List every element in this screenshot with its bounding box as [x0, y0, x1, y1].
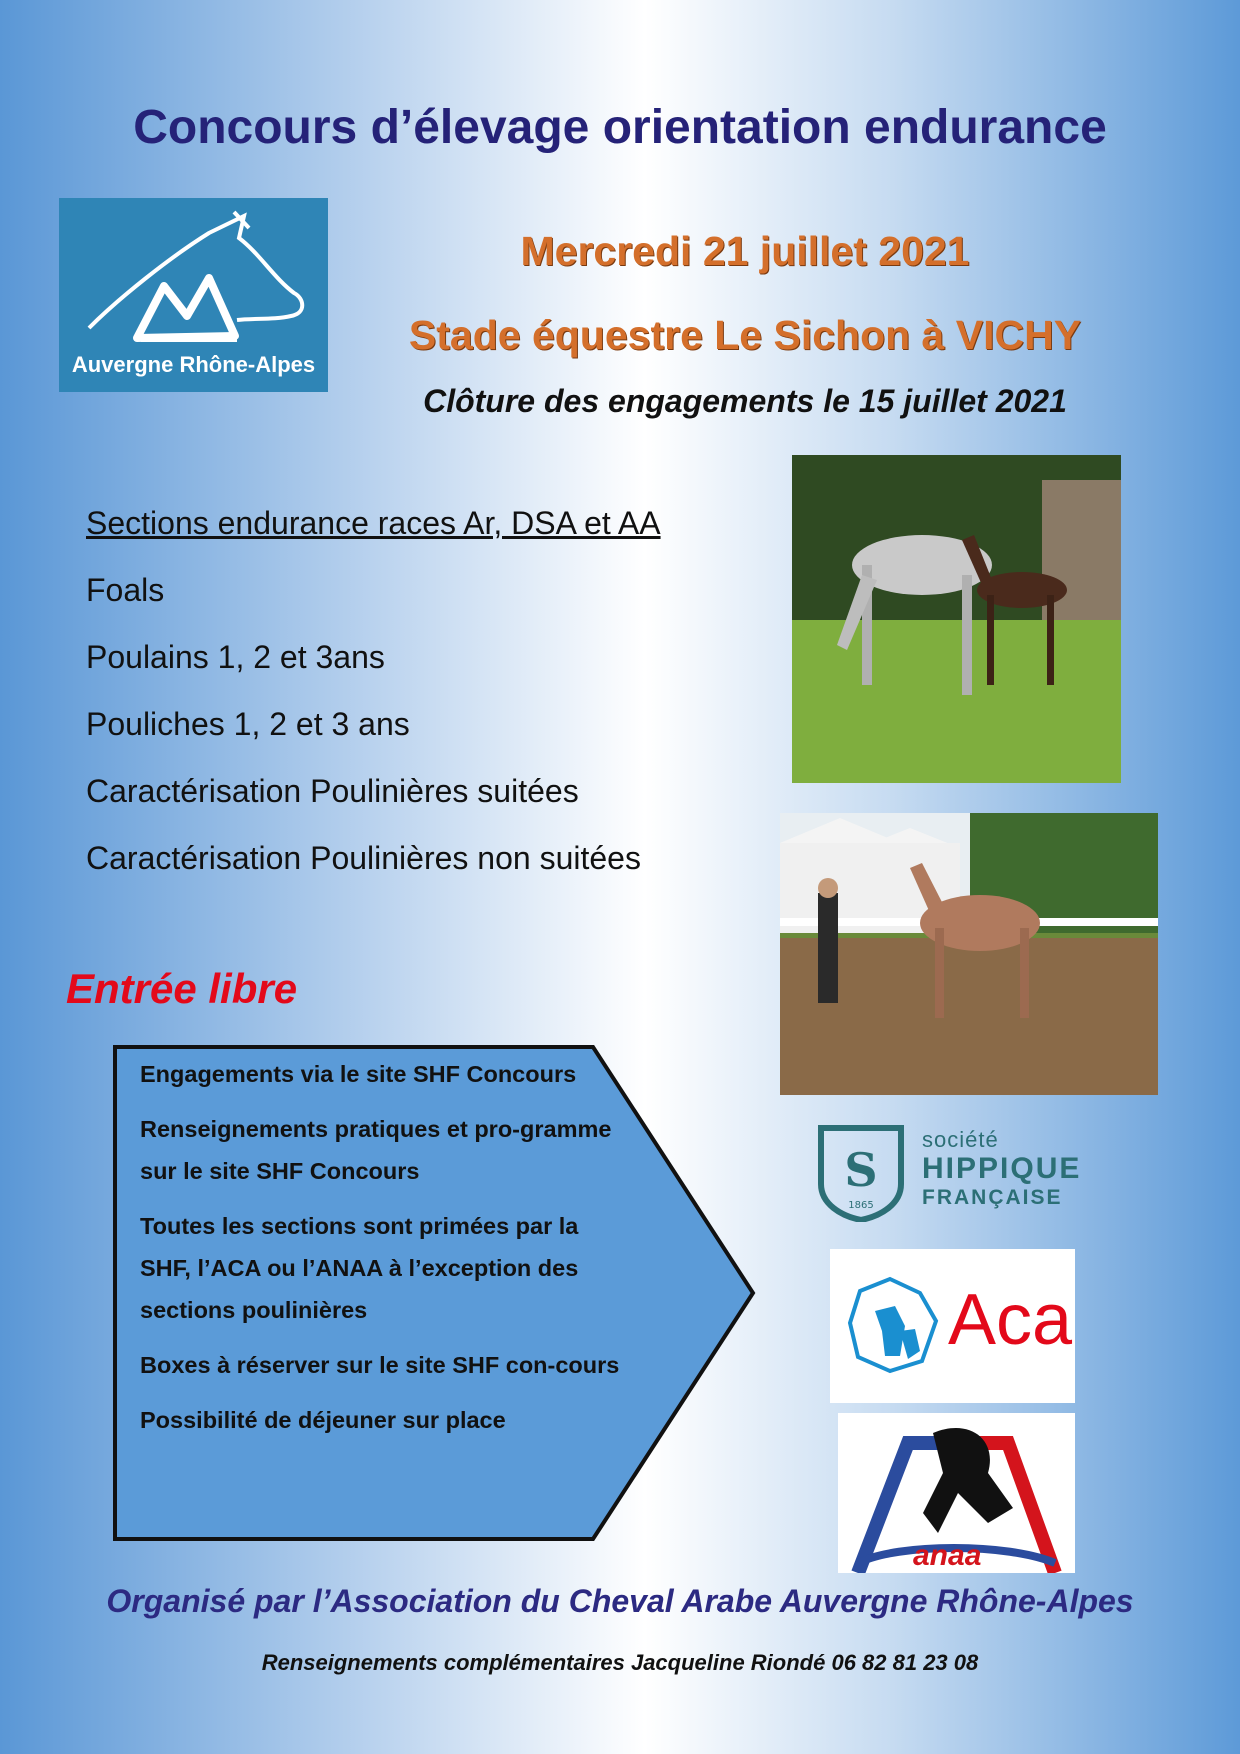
list-item: Caractérisation Poulinières suitées	[86, 773, 579, 809]
info-item: Renseignements pratiques et pro-gramme sur le site SHF Concours	[140, 1116, 612, 1184]
shf-line1: société	[922, 1127, 999, 1152]
event-date: Mercredi 21 juillet 2021	[520, 228, 970, 274]
aca-logo	[830, 1249, 1075, 1403]
shf-line2: HIPPIQUE	[922, 1152, 1082, 1185]
organizer-line: Organisé par l’Association du Cheval Arabe Auvergne Rhône-Alpes	[106, 1583, 1134, 1619]
aca-logo-text: Aca	[948, 1280, 1073, 1360]
sections-heading: Sections endurance races Ar, DSA et AA	[86, 505, 661, 541]
photo-horse-presentation	[780, 813, 1158, 1095]
info-item: Toutes les sections sont primées par la SHF, l’ACA ou l’ANAA à l’exception des sections poulinières	[140, 1213, 579, 1323]
info-item: Boxes à réserver sur le site SHF con-cours	[140, 1352, 620, 1378]
photo-mare-foal	[792, 455, 1121, 783]
contact-line: Renseignements complémentaires Jacqueline Riondé 06 82 81 23 08	[261, 1650, 979, 1675]
shield-icon	[816, 1124, 906, 1222]
shf-monogram: S	[844, 1143, 878, 1197]
shf-logo	[816, 1124, 1101, 1224]
list-item: Foals	[86, 572, 165, 608]
ara-logo-caption: Auvergne Rhône-Alpes	[71, 352, 316, 377]
event-venue: Stade équestre Le Sichon à VICHY	[408, 312, 1082, 358]
list-item: Poulains 1, 2 et 3ans	[86, 639, 385, 675]
info-item: Possibilité de déjeuner sur place	[140, 1407, 506, 1433]
list-item: Pouliches 1, 2 et 3 ans	[86, 706, 410, 742]
france-map-horse-icon	[840, 1271, 950, 1381]
shf-year: 1865	[848, 1200, 874, 1211]
horse-head-icon	[59, 198, 328, 358]
shf-line3: FRANÇAISE	[922, 1186, 1063, 1209]
ara-logo	[59, 198, 328, 392]
anaa-logo	[838, 1413, 1075, 1573]
anaa-logo-text: anaa	[913, 1539, 982, 1572]
info-list	[140, 1053, 620, 1454]
free-entry-label: Entrée libre	[66, 965, 298, 1012]
list-item: Caractérisation Poulinières non suitées	[86, 840, 641, 876]
page-title: Concours d’élevage orientation endurance	[133, 101, 1107, 154]
closing-date: Clôture des engagements le 15 juillet 2021	[423, 383, 1067, 419]
info-item: Engagements via le site SHF Concours	[140, 1061, 577, 1087]
